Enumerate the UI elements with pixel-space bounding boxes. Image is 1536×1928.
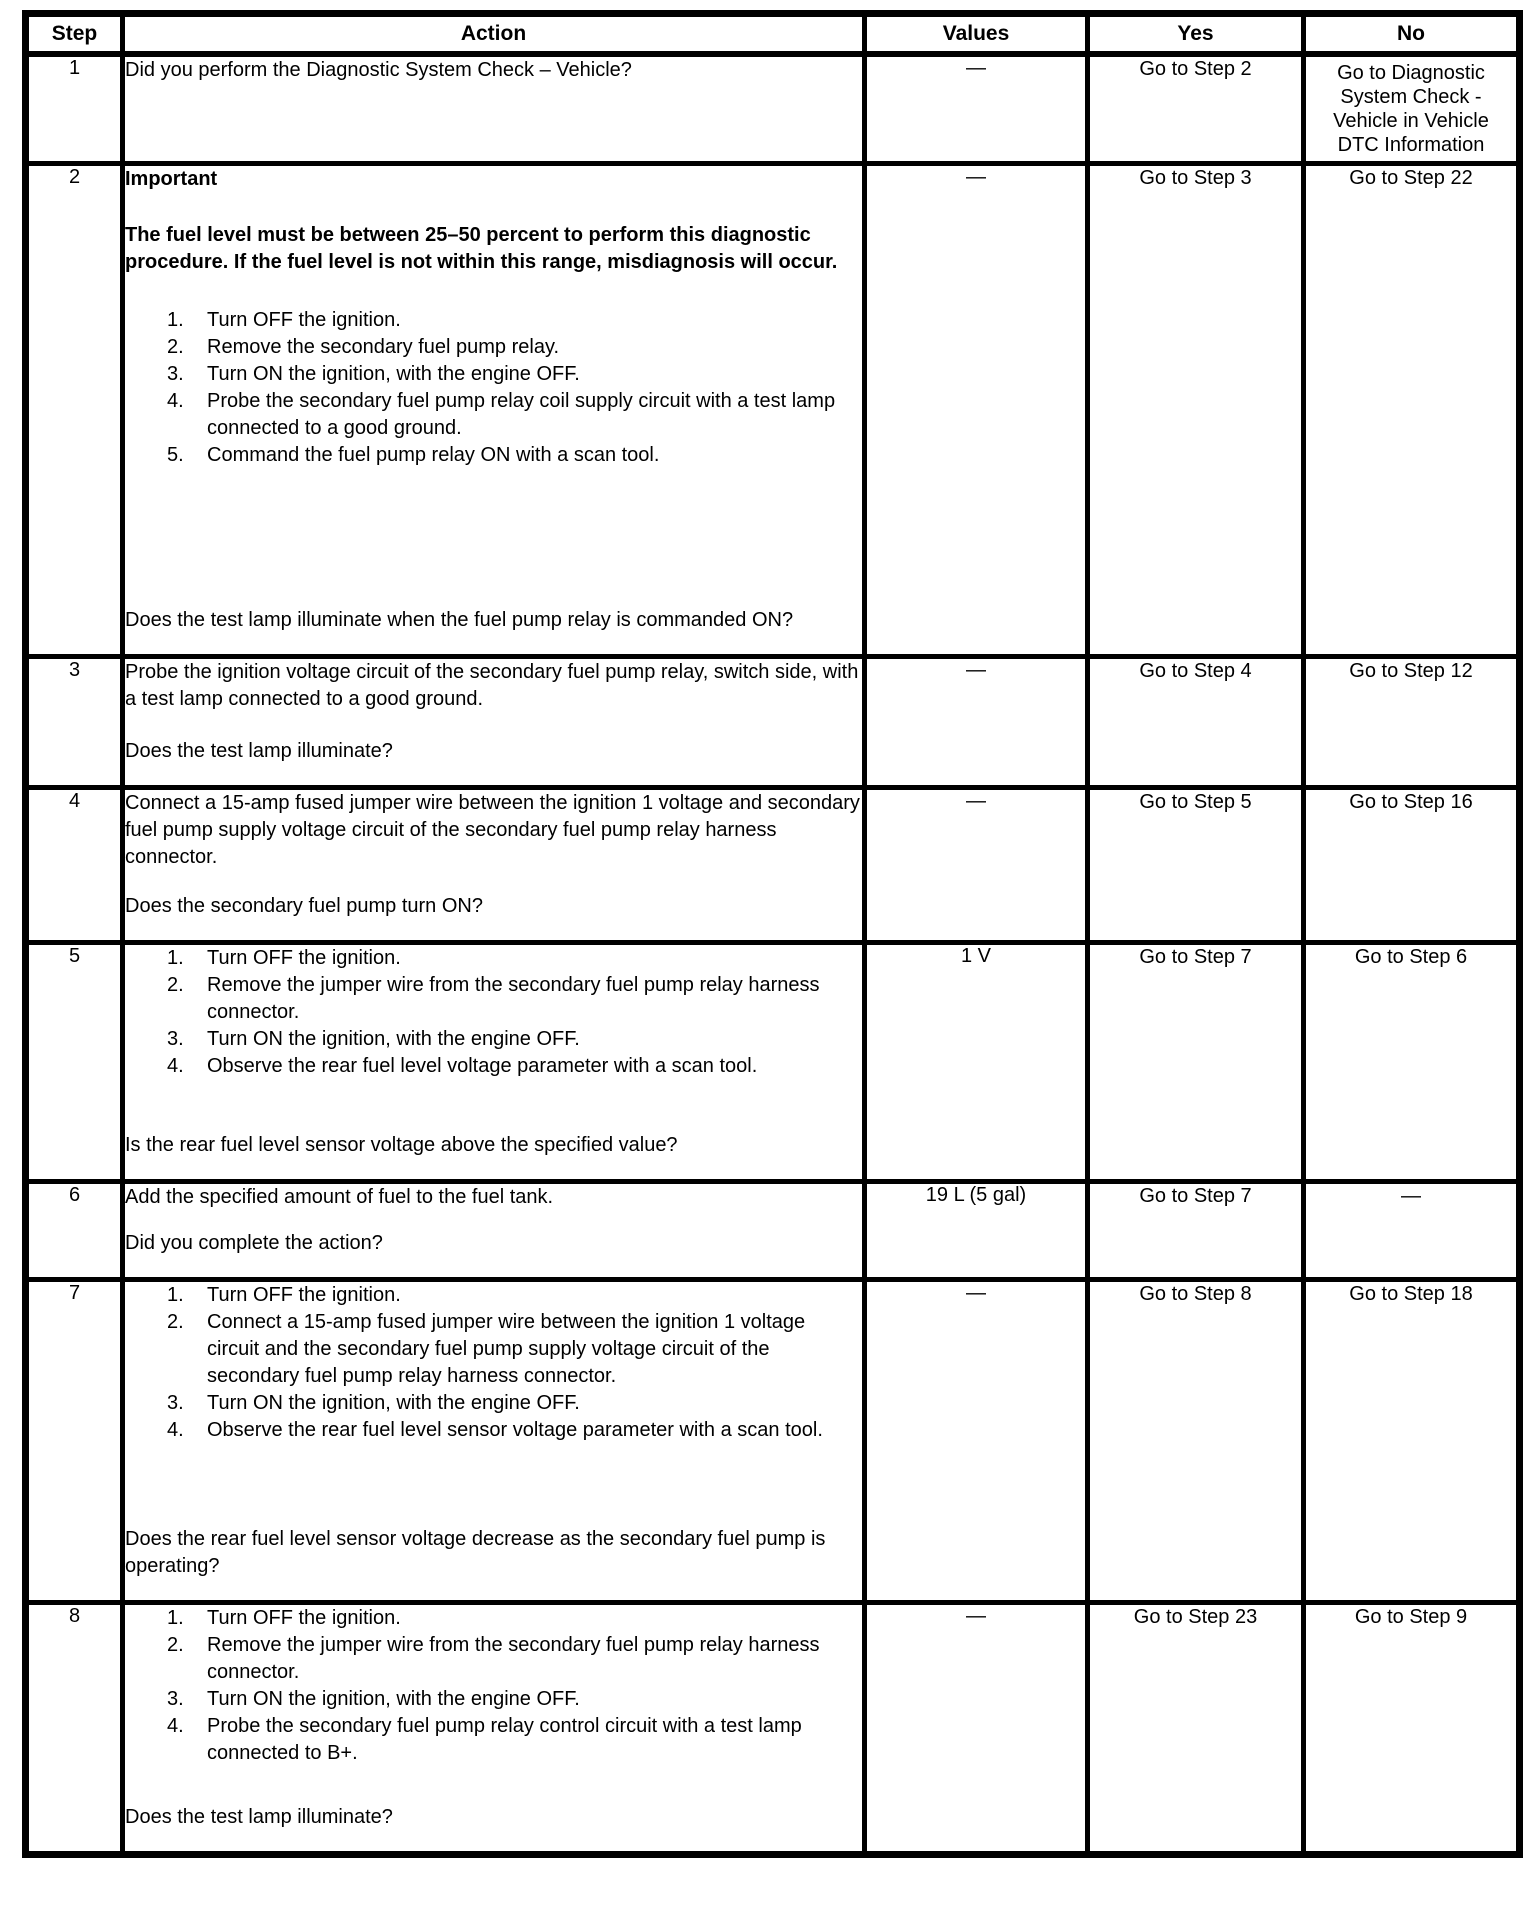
no-cell: Go to Diagnostic System Check - Vehicle in Vehicle DTC Information: [1304, 54, 1520, 164]
action-question: Does the secondary fuel pump turn ON?: [125, 895, 483, 917]
list-item-text: Turn ON the ignition, with the engine OFF.: [207, 1392, 580, 1414]
action-question: Does the test lamp illuminate when the fuel pump relay is commanded ON?: [125, 609, 794, 631]
step-cell: 1: [26, 54, 123, 164]
no-cell: —: [1304, 1182, 1520, 1280]
list-item-text: Command the fuel pump relay ON with a scan tool.: [207, 444, 660, 466]
list-item-number: 1.: [167, 309, 184, 331]
list-item: [167, 1309, 862, 1390]
no-cell: Go to Step 12: [1304, 657, 1520, 788]
values-cell: —: [865, 1280, 1088, 1603]
column-header-yes: Yes: [1088, 14, 1304, 55]
list-item-text: Observe the rear fuel level sensor voltage parameter with a scan tool.: [207, 1419, 823, 1441]
list-item-text: Turn ON the ignition, with the engine OFF.: [207, 1688, 580, 1710]
yes-cell: Go to Step 4: [1088, 657, 1304, 788]
list-item-number: 1.: [167, 947, 184, 969]
action-content: [125, 166, 862, 654]
values-cell: —: [865, 657, 1088, 788]
column-header-values: Values: [865, 14, 1088, 55]
values-cell: 19 L (5 gal): [865, 1182, 1088, 1280]
list-item: [167, 1053, 862, 1080]
yes-cell: Go to Step 8: [1088, 1280, 1304, 1603]
list-item: [167, 1390, 862, 1417]
list-item-number: 5.: [167, 444, 184, 466]
values-cell: —: [865, 1603, 1088, 1855]
step-cell: 2: [26, 164, 123, 657]
list-item: [167, 1417, 862, 1444]
diagnostic-table: [22, 10, 1523, 1858]
step-cell: 8: [26, 1603, 123, 1855]
no-cell: Go to Step 18: [1304, 1280, 1520, 1603]
header-row: [26, 14, 1520, 55]
list-item: [167, 442, 862, 469]
list-item: [167, 388, 862, 442]
action-cell: [123, 1603, 865, 1855]
column-header-action: Action: [123, 14, 865, 55]
table-row: [26, 1603, 1520, 1855]
action-step-list: [125, 1605, 862, 1767]
list-item-number: 4.: [167, 1419, 184, 1441]
action-intro: Add the specified amount of fuel to the fuel tank.: [125, 1186, 554, 1208]
list-item-number: 3.: [167, 1688, 184, 1710]
list-item-number: 2.: [167, 1634, 184, 1656]
list-item-text: Connect a 15-amp fused jumper wire between the ignition 1 voltage circuit and the secondary fuel pump supply voltage circuit of the secondary fuel pump relay harness connector.: [207, 1311, 806, 1387]
list-item-number: 4.: [167, 1055, 184, 1077]
list-item: [167, 1686, 862, 1713]
list-item-text: Probe the secondary fuel pump relay coil supply circuit with a test lamp connected to a good ground.: [207, 390, 836, 439]
list-item-number: 2.: [167, 336, 184, 358]
list-item-text: Turn OFF the ignition.: [207, 1607, 401, 1629]
list-item: [167, 1713, 862, 1767]
list-item: [167, 1282, 862, 1309]
no-cell: Go to Step 22: [1304, 164, 1520, 657]
action-step-list: [125, 307, 862, 469]
list-item-number: 2.: [167, 1311, 184, 1333]
action-content: [125, 57, 862, 145]
action-question: Is the rear fuel level sensor voltage above the specified value?: [125, 1134, 678, 1156]
step-cell: 5: [26, 943, 123, 1182]
action-cell: [123, 943, 865, 1182]
list-item-text: Turn OFF the ignition.: [207, 1284, 401, 1306]
yes-cell: Go to Step 2: [1088, 54, 1304, 164]
list-item: [167, 1026, 862, 1053]
action-content: [125, 1605, 862, 1851]
list-item-text: Observe the rear fuel level voltage parameter with a scan tool.: [207, 1055, 758, 1077]
yes-cell: Go to Step 5: [1088, 788, 1304, 943]
no-cell: Go to Step 9: [1304, 1603, 1520, 1855]
no-cell: Go to Step 16: [1304, 788, 1520, 943]
list-item-number: 1.: [167, 1607, 184, 1629]
list-item-text: Turn ON the ignition, with the engine OFF.: [207, 363, 580, 385]
action-intro: Did you perform the Diagnostic System Check – Vehicle?: [125, 59, 632, 81]
list-item-number: 2.: [167, 974, 184, 996]
important-label: Important: [125, 168, 218, 190]
action-content: [125, 1184, 862, 1277]
list-item-text: Probe the secondary fuel pump relay control circuit with a test lamp connected to B+.: [207, 1715, 802, 1764]
values-cell: —: [865, 164, 1088, 657]
list-item: [167, 945, 862, 972]
yes-cell: Go to Step 3: [1088, 164, 1304, 657]
list-item: [167, 972, 862, 1026]
table-row: [26, 788, 1520, 943]
step-cell: 6: [26, 1182, 123, 1280]
list-item-number: 3.: [167, 363, 184, 385]
no-cell: Go to Step 6: [1304, 943, 1520, 1182]
values-cell: —: [865, 788, 1088, 943]
step-cell: 7: [26, 1280, 123, 1603]
table-row: [26, 1182, 1520, 1280]
action-cell: [123, 164, 865, 657]
action-question: Does the test lamp illuminate?: [125, 1806, 393, 1828]
action-cell: [123, 54, 865, 164]
list-item-number: 1.: [167, 1284, 184, 1306]
action-intro: Probe the ignition voltage circuit of the secondary fuel pump relay, switch side, with a test lamp connected to a good ground.: [125, 661, 859, 710]
list-item-number: 4.: [167, 1715, 184, 1737]
action-cell: [123, 657, 865, 788]
table-header: [26, 14, 1520, 55]
action-cell: [123, 788, 865, 943]
yes-cell: Go to Step 7: [1088, 1182, 1304, 1280]
action-content: [125, 945, 862, 1179]
list-item-text: Turn OFF the ignition.: [207, 309, 401, 331]
values-cell: 1 V: [865, 943, 1088, 1182]
warning-text: The fuel level must be between 25–50 percent to perform this diagnostic procedure. If the fuel level is not within this range, misdiagnosis will occur.: [125, 224, 838, 273]
action-content: [125, 790, 862, 940]
action-question: Did you complete the action?: [125, 1232, 383, 1254]
table-row: [26, 943, 1520, 1182]
step-cell: 3: [26, 657, 123, 788]
action-cell: [123, 1280, 865, 1603]
action-cell: [123, 1182, 865, 1280]
yes-cell: Go to Step 7: [1088, 943, 1304, 1182]
list-item: [167, 361, 862, 388]
action-question: Does the test lamp illuminate?: [125, 740, 393, 762]
list-item-text: Remove the jumper wire from the secondary fuel pump relay harness connector.: [207, 1634, 820, 1683]
list-item-number: 4.: [167, 390, 184, 412]
list-item-text: Turn ON the ignition, with the engine OFF.: [207, 1028, 580, 1050]
values-cell: —: [865, 54, 1088, 164]
list-item: [167, 334, 862, 361]
action-step-list: [125, 945, 862, 1080]
yes-cell: Go to Step 23: [1088, 1603, 1304, 1855]
table-row: [26, 54, 1520, 164]
list-item: [167, 1605, 862, 1632]
list-item: [167, 1632, 862, 1686]
table-row: [26, 657, 1520, 788]
column-header-no: No: [1304, 14, 1520, 55]
action-content: [125, 1282, 862, 1600]
action-intro: Connect a 15-amp fused jumper wire between the ignition 1 voltage and secondary fuel pump supply voltage circuit of the secondary fuel pump relay harness connector.: [125, 792, 860, 868]
list-item-text: Turn OFF the ignition.: [207, 947, 401, 969]
table-row: [26, 1280, 1520, 1603]
list-item-text: Remove the secondary fuel pump relay.: [207, 336, 560, 358]
column-header-step: Step: [26, 14, 123, 55]
step-cell: 4: [26, 788, 123, 943]
action-step-list: [125, 1282, 862, 1444]
list-item-number: 3.: [167, 1392, 184, 1414]
action-question: Does the rear fuel level sensor voltage decrease as the secondary fuel pump is operating?: [125, 1528, 826, 1577]
list-item-text: Remove the jumper wire from the secondary fuel pump relay harness connector.: [207, 974, 820, 1023]
action-content: [125, 659, 862, 785]
list-item-number: 3.: [167, 1028, 184, 1050]
table-row: [26, 164, 1520, 657]
list-item: [167, 307, 862, 334]
